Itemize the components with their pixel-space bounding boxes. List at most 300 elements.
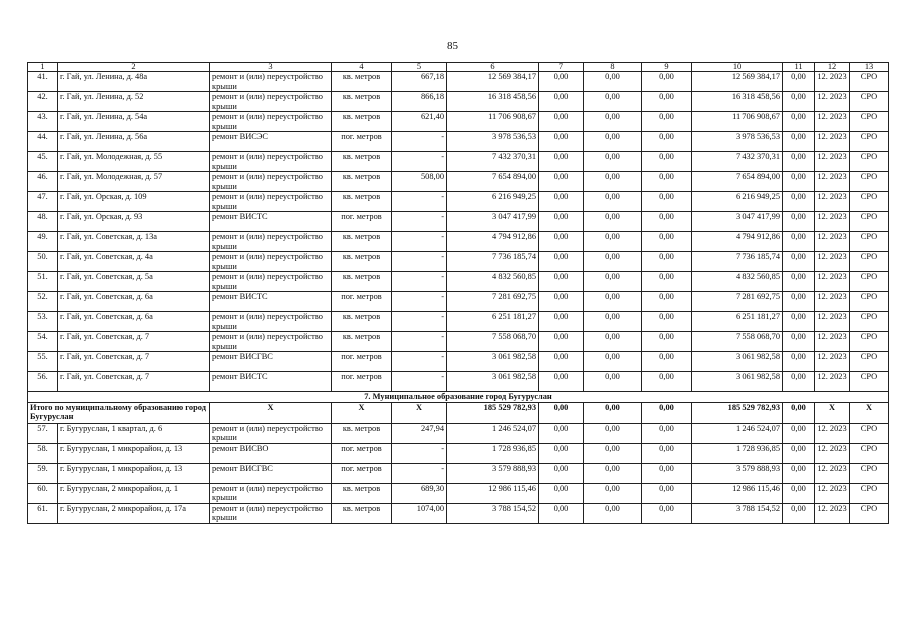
work-type-cell: ремонт и (или) переустройство крыши — [210, 192, 332, 212]
total-cost-cell: 12 986 115,46 — [447, 483, 539, 503]
value-cell: 0,00 — [539, 72, 584, 92]
work-type-cell: ремонт и (или) переустройство крыши — [210, 112, 332, 132]
area-cell: - — [392, 463, 447, 483]
value-cell: 0,00 — [642, 402, 692, 423]
value-cell: 0,00 — [642, 172, 692, 192]
work-type-cell: Х — [210, 402, 332, 423]
total-cost-cell: 11 706 908,67 — [447, 112, 539, 132]
funding-source-cell: СРО — [850, 172, 889, 192]
funding-source-cell: СРО — [850, 292, 889, 312]
value-cell: 0,00 — [584, 152, 642, 172]
funding-cell: 6 251 181,27 — [692, 312, 783, 332]
column-header: 2 — [58, 63, 210, 72]
value-cell: 0,00 — [539, 312, 584, 332]
table-row — [28, 483, 889, 503]
work-type-cell: ремонт и (или) переустройство крыши — [210, 272, 332, 292]
area-cell: - — [392, 132, 447, 152]
value-cell: 0,00 — [783, 292, 815, 312]
area-cell: - — [392, 152, 447, 172]
value-cell: 0,00 — [783, 503, 815, 523]
work-type-cell: ремонт и (или) переустройство крыши — [210, 332, 332, 352]
value-cell: 0,00 — [584, 483, 642, 503]
funding-cell: 3 788 154,52 — [692, 503, 783, 523]
address-cell: г. Гай, ул. Советская, д. 13а — [58, 232, 210, 252]
address-cell: г. Гай, ул. Орская, д. 109 — [58, 192, 210, 212]
row-number: 45. — [28, 152, 58, 172]
value-cell: 0,00 — [642, 192, 692, 212]
section-title: 7. Муниципальное образование город Бугуруслан — [28, 392, 889, 403]
row-number: 57. — [28, 423, 58, 443]
address-cell: г. Гай, ул. Советская, д. 7 — [58, 332, 210, 352]
value-cell: 0,00 — [539, 292, 584, 312]
total-cost-cell: 6 216 949,25 — [447, 192, 539, 212]
funding-source-cell: СРО — [850, 252, 889, 272]
unit-cell: пог. метров — [332, 212, 392, 232]
total-cost-cell: 7 736 185,74 — [447, 252, 539, 272]
total-cost-cell: 7 558 068,70 — [447, 332, 539, 352]
table-row — [28, 112, 889, 132]
area-cell: - — [392, 272, 447, 292]
value-cell: 0,00 — [642, 232, 692, 252]
unit-cell: кв. метров — [332, 332, 392, 352]
unit-cell: кв. метров — [332, 172, 392, 192]
row-number: 47. — [28, 192, 58, 212]
column-header: 10 — [692, 63, 783, 72]
completion-date-cell: 12. 2023 — [815, 192, 850, 212]
funding-source-cell: СРО — [850, 212, 889, 232]
row-number: 44. — [28, 132, 58, 152]
address-cell: г. Бугуруслан, 2 микрорайон, д. 17а — [58, 503, 210, 523]
funding-cell: 7 736 185,74 — [692, 252, 783, 272]
total-cost-cell: 7 432 370,31 — [447, 152, 539, 172]
funding-cell: 7 558 068,70 — [692, 332, 783, 352]
row-number: 46. — [28, 172, 58, 192]
value-cell: 0,00 — [642, 132, 692, 152]
unit-cell: кв. метров — [332, 503, 392, 523]
funding-cell: 1 728 936,85 — [692, 443, 783, 463]
address-cell: г. Гай, ул. Ленина, д. 54а — [58, 112, 210, 132]
value-cell: 0,00 — [642, 463, 692, 483]
funding-source-cell: СРО — [850, 503, 889, 523]
value-cell: 0,00 — [584, 192, 642, 212]
work-type-cell: ремонт и (или) переустройство крыши — [210, 483, 332, 503]
area-cell: - — [392, 352, 447, 372]
completion-date-cell: 12. 2023 — [815, 132, 850, 152]
total-cost-cell: 3 579 888,93 — [447, 463, 539, 483]
funding-source-cell: СРО — [850, 332, 889, 352]
table-row — [28, 92, 889, 112]
funding-source-cell: СРО — [850, 312, 889, 332]
funding-source-cell: СРО — [850, 132, 889, 152]
work-type-cell: ремонт и (или) переустройство крыши — [210, 252, 332, 272]
value-cell: 0,00 — [642, 252, 692, 272]
row-number: 58. — [28, 443, 58, 463]
table-row — [28, 292, 889, 312]
total-cost-cell: 3 788 154,52 — [447, 503, 539, 523]
work-type-cell: ремонт ВИСТС — [210, 292, 332, 312]
completion-date-cell: 12. 2023 — [815, 252, 850, 272]
completion-date-cell: 12. 2023 — [815, 92, 850, 112]
total-cost-cell: 1 728 936,85 — [447, 443, 539, 463]
value-cell: 0,00 — [539, 212, 584, 232]
completion-date-cell: 12. 2023 — [815, 292, 850, 312]
value-cell: 0,00 — [584, 332, 642, 352]
value-cell: 0,00 — [783, 132, 815, 152]
completion-date-cell: 12. 2023 — [815, 232, 850, 252]
work-type-cell: ремонт ВИСГВС — [210, 352, 332, 372]
value-cell: 0,00 — [539, 132, 584, 152]
unit-cell: пог. метров — [332, 352, 392, 372]
value-cell: 0,00 — [539, 372, 584, 392]
work-type-cell: ремонт ВИСТС — [210, 372, 332, 392]
address-cell: г. Гай, ул. Молодежная, д. 57 — [58, 172, 210, 192]
unit-cell: кв. метров — [332, 92, 392, 112]
value-cell: 0,00 — [642, 272, 692, 292]
unit-cell: пог. метров — [332, 372, 392, 392]
value-cell: 0,00 — [584, 503, 642, 523]
address-cell: г. Гай, ул. Советская, д. 7 — [58, 372, 210, 392]
funding-cell: 12 986 115,46 — [692, 483, 783, 503]
funding-cell: 3 047 417,99 — [692, 212, 783, 232]
value-cell: 0,00 — [642, 152, 692, 172]
value-cell: 0,00 — [539, 402, 584, 423]
funding-source-cell: СРО — [850, 443, 889, 463]
funding-source-cell: СРО — [850, 72, 889, 92]
work-type-cell: ремонт и (или) переустройство крыши — [210, 152, 332, 172]
value-cell: 0,00 — [783, 443, 815, 463]
value-cell: 0,00 — [642, 92, 692, 112]
address-cell: г. Гай, ул. Ленина, д. 52 — [58, 92, 210, 112]
column-header: 4 — [332, 63, 392, 72]
value-cell: 0,00 — [642, 112, 692, 132]
row-number: 50. — [28, 252, 58, 272]
value-cell: 0,00 — [642, 443, 692, 463]
value-cell: 0,00 — [642, 423, 692, 443]
table-body — [28, 63, 889, 524]
value-cell: 0,00 — [783, 232, 815, 252]
value-cell: 0,00 — [539, 192, 584, 212]
completion-date-cell: Х — [815, 402, 850, 423]
unit-cell: кв. метров — [332, 232, 392, 252]
unit-cell: пог. метров — [332, 132, 392, 152]
area-cell: 621,40 — [392, 112, 447, 132]
address-cell: г. Гай, ул. Советская, д. 5а — [58, 272, 210, 292]
unit-cell: пог. метров — [332, 443, 392, 463]
address-cell: г. Гай, ул. Ленина, д. 48а — [58, 72, 210, 92]
column-header: 9 — [642, 63, 692, 72]
row-number: 52. — [28, 292, 58, 312]
unit-cell: кв. метров — [332, 312, 392, 332]
value-cell: 0,00 — [539, 423, 584, 443]
column-header: 13 — [850, 63, 889, 72]
value-cell: 0,00 — [783, 463, 815, 483]
funding-cell: 185 529 782,93 — [692, 402, 783, 423]
column-header: 7 — [539, 63, 584, 72]
funding-source-cell: СРО — [850, 483, 889, 503]
unit-cell: пог. метров — [332, 292, 392, 312]
unit-cell: кв. метров — [332, 72, 392, 92]
value-cell: 0,00 — [539, 503, 584, 523]
total-cost-cell: 12 569 384,17 — [447, 72, 539, 92]
funding-cell: 7 432 370,31 — [692, 152, 783, 172]
funding-cell: 1 246 524,07 — [692, 423, 783, 443]
value-cell: 0,00 — [584, 132, 642, 152]
completion-date-cell: 12. 2023 — [815, 443, 850, 463]
value-cell: 0,00 — [642, 503, 692, 523]
funding-source-cell: СРО — [850, 192, 889, 212]
funding-cell: 3 061 982,58 — [692, 372, 783, 392]
value-cell: 0,00 — [783, 112, 815, 132]
address-cell: г. Гай, ул. Ленина, д. 56а — [58, 132, 210, 152]
value-cell: 0,00 — [584, 172, 642, 192]
table-row — [28, 272, 889, 292]
funding-source-cell: СРО — [850, 352, 889, 372]
value-cell: 0,00 — [642, 483, 692, 503]
area-cell: - — [392, 332, 447, 352]
work-type-cell: ремонт и (или) переустройство крыши — [210, 503, 332, 523]
unit-cell: кв. метров — [332, 272, 392, 292]
funding-cell: 6 216 949,25 — [692, 192, 783, 212]
value-cell: 0,00 — [539, 332, 584, 352]
value-cell: 0,00 — [783, 192, 815, 212]
table-row — [28, 443, 889, 463]
value-cell: 0,00 — [783, 402, 815, 423]
value-cell: 0,00 — [539, 463, 584, 483]
address-cell: г. Бугуруслан, 1 квартал, д. 6 — [58, 423, 210, 443]
address-cell: г. Гай, ул. Советская, д. 6а — [58, 312, 210, 332]
column-header: 5 — [392, 63, 447, 72]
completion-date-cell: 12. 2023 — [815, 272, 850, 292]
subtotal-row — [28, 402, 889, 423]
area-cell: 247,94 — [392, 423, 447, 443]
value-cell: 0,00 — [584, 443, 642, 463]
completion-date-cell: 12. 2023 — [815, 332, 850, 352]
work-type-cell: ремонт и (или) переустройство крыши — [210, 312, 332, 332]
work-type-cell: ремонт ВИСГВС — [210, 463, 332, 483]
completion-date-cell: 12. 2023 — [815, 152, 850, 172]
work-type-cell: ремонт и (или) переустройство крыши — [210, 72, 332, 92]
value-cell: 0,00 — [783, 172, 815, 192]
row-number: 59. — [28, 463, 58, 483]
value-cell: 0,00 — [584, 232, 642, 252]
column-header: 1 — [28, 63, 58, 72]
value-cell: 0,00 — [783, 312, 815, 332]
work-type-cell: ремонт и (или) переустройство крыши — [210, 92, 332, 112]
value-cell: 0,00 — [584, 212, 642, 232]
total-cost-cell: 3 047 417,99 — [447, 212, 539, 232]
table-row — [28, 152, 889, 172]
value-cell: 0,00 — [783, 152, 815, 172]
total-cost-cell: 6 251 181,27 — [447, 312, 539, 332]
completion-date-cell: 12. 2023 — [815, 72, 850, 92]
value-cell: 0,00 — [539, 252, 584, 272]
value-cell: 0,00 — [642, 72, 692, 92]
row-number: 41. — [28, 72, 58, 92]
value-cell: 0,00 — [539, 352, 584, 372]
total-cost-cell: 3 061 982,58 — [447, 372, 539, 392]
funding-source-cell: СРО — [850, 372, 889, 392]
address-cell: г. Бугуруслан, 1 микрорайон, д. 13 — [58, 443, 210, 463]
unit-cell: кв. метров — [332, 252, 392, 272]
completion-date-cell: 12. 2023 — [815, 503, 850, 523]
table-row — [28, 423, 889, 443]
value-cell: 0,00 — [783, 352, 815, 372]
area-cell: - — [392, 312, 447, 332]
total-cost-cell: 7 654 894,00 — [447, 172, 539, 192]
total-cost-cell: 4 832 560,85 — [447, 272, 539, 292]
value-cell: 0,00 — [584, 72, 642, 92]
value-cell: 0,00 — [584, 423, 642, 443]
funding-cell: 11 706 908,67 — [692, 112, 783, 132]
subtotal-label: Итого по муниципальному образованию город Бугуруслан — [28, 402, 210, 423]
value-cell: 0,00 — [584, 352, 642, 372]
funding-cell: 7 654 894,00 — [692, 172, 783, 192]
work-type-cell: ремонт и (или) переустройство крыши — [210, 172, 332, 192]
value-cell: 0,00 — [783, 332, 815, 352]
total-cost-cell: 4 794 912,86 — [447, 232, 539, 252]
value-cell: 0,00 — [539, 443, 584, 463]
area-cell: - — [392, 252, 447, 272]
funding-source-cell: Х — [850, 402, 889, 423]
row-number: 51. — [28, 272, 58, 292]
completion-date-cell: 12. 2023 — [815, 463, 850, 483]
area-cell: 689,30 — [392, 483, 447, 503]
area-cell: Х — [392, 402, 447, 423]
area-cell: - — [392, 443, 447, 463]
table-row — [28, 72, 889, 92]
column-header: 6 — [447, 63, 539, 72]
unit-cell: кв. метров — [332, 192, 392, 212]
section-header-row — [28, 392, 889, 403]
value-cell: 0,00 — [642, 292, 692, 312]
table-row — [28, 332, 889, 352]
value-cell: 0,00 — [539, 272, 584, 292]
work-type-cell: ремонт и (или) переустройство крыши — [210, 423, 332, 443]
value-cell: 0,00 — [783, 272, 815, 292]
area-cell: 508,00 — [392, 172, 447, 192]
value-cell: 0,00 — [642, 212, 692, 232]
table-row — [28, 312, 889, 332]
unit-cell: пог. метров — [332, 463, 392, 483]
value-cell: 0,00 — [783, 252, 815, 272]
value-cell: 0,00 — [783, 92, 815, 112]
value-cell: 0,00 — [584, 272, 642, 292]
value-cell: 0,00 — [642, 352, 692, 372]
value-cell: 0,00 — [783, 483, 815, 503]
funding-cell: 12 569 384,17 — [692, 72, 783, 92]
work-type-cell: ремонт и (или) переустройство крыши — [210, 232, 332, 252]
row-number: 61. — [28, 503, 58, 523]
table-row — [28, 463, 889, 483]
funding-cell: 3 978 536,53 — [692, 132, 783, 152]
address-cell: г. Бугуруслан, 2 микрорайон, д. 1 — [58, 483, 210, 503]
completion-date-cell: 12. 2023 — [815, 172, 850, 192]
area-cell: - — [392, 212, 447, 232]
work-type-cell: ремонт ВИСВО — [210, 443, 332, 463]
funding-source-cell: СРО — [850, 463, 889, 483]
funding-cell: 3 579 888,93 — [692, 463, 783, 483]
completion-date-cell: 12. 2023 — [815, 352, 850, 372]
area-cell: 667,18 — [392, 72, 447, 92]
funding-source-cell: СРО — [850, 152, 889, 172]
address-cell: г. Гай, ул. Молодежная, д. 55 — [58, 152, 210, 172]
completion-date-cell: 12. 2023 — [815, 423, 850, 443]
value-cell: 0,00 — [584, 402, 642, 423]
table-row — [28, 172, 889, 192]
total-cost-cell: 3 061 982,58 — [447, 352, 539, 372]
table-row — [28, 252, 889, 272]
area-cell: 866,18 — [392, 92, 447, 112]
unit-cell: кв. метров — [332, 112, 392, 132]
unit-cell: кв. метров — [332, 152, 392, 172]
table-row — [28, 232, 889, 252]
value-cell: 0,00 — [539, 152, 584, 172]
value-cell: 0,00 — [584, 92, 642, 112]
value-cell: 0,00 — [783, 423, 815, 443]
row-number: 49. — [28, 232, 58, 252]
value-cell: 0,00 — [783, 372, 815, 392]
value-cell: 0,00 — [584, 463, 642, 483]
completion-date-cell: 12. 2023 — [815, 312, 850, 332]
value-cell: 0,00 — [539, 92, 584, 112]
total-cost-cell: 7 281 692,75 — [447, 292, 539, 312]
funding-cell: 4 794 912,86 — [692, 232, 783, 252]
funding-source-cell: СРО — [850, 423, 889, 443]
column-number-row — [28, 63, 889, 72]
total-cost-cell: 1 246 524,07 — [447, 423, 539, 443]
unit-cell: кв. метров — [332, 483, 392, 503]
unit-cell: Х — [332, 402, 392, 423]
completion-date-cell: 12. 2023 — [815, 483, 850, 503]
table-row — [28, 192, 889, 212]
total-cost-cell: 16 318 458,56 — [447, 92, 539, 112]
address-cell: г. Гай, ул. Советская, д. 6а — [58, 292, 210, 312]
value-cell: 0,00 — [539, 483, 584, 503]
address-cell: г. Бугуруслан, 1 микрорайон, д. 13 — [58, 463, 210, 483]
value-cell: 0,00 — [584, 372, 642, 392]
value-cell: 0,00 — [539, 112, 584, 132]
funding-source-cell: СРО — [850, 92, 889, 112]
completion-date-cell: 12. 2023 — [815, 212, 850, 232]
address-cell: г. Гай, ул. Советская, д. 7 — [58, 352, 210, 372]
unit-cell: кв. метров — [332, 423, 392, 443]
area-cell: - — [392, 232, 447, 252]
funding-cell: 3 061 982,58 — [692, 352, 783, 372]
row-number: 56. — [28, 372, 58, 392]
area-cell: 1074,00 — [392, 503, 447, 523]
table-row — [28, 503, 889, 523]
completion-date-cell: 12. 2023 — [815, 372, 850, 392]
address-cell: г. Гай, ул. Советская, д. 4а — [58, 252, 210, 272]
row-number: 53. — [28, 312, 58, 332]
value-cell: 0,00 — [584, 312, 642, 332]
table-row — [28, 212, 889, 232]
page-number: 85 — [447, 40, 458, 52]
value-cell: 0,00 — [584, 112, 642, 132]
funding-source-cell: СРО — [850, 272, 889, 292]
column-header: 11 — [783, 63, 815, 72]
repair-register-table — [27, 62, 889, 524]
funding-cell: 16 318 458,56 — [692, 92, 783, 112]
row-number: 42. — [28, 92, 58, 112]
table-row — [28, 372, 889, 392]
row-number: 54. — [28, 332, 58, 352]
row-number: 55. — [28, 352, 58, 372]
total-cost-cell: 3 978 536,53 — [447, 132, 539, 152]
work-type-cell: ремонт ВИСЭС — [210, 132, 332, 152]
funding-source-cell: СРО — [850, 112, 889, 132]
value-cell: 0,00 — [642, 332, 692, 352]
